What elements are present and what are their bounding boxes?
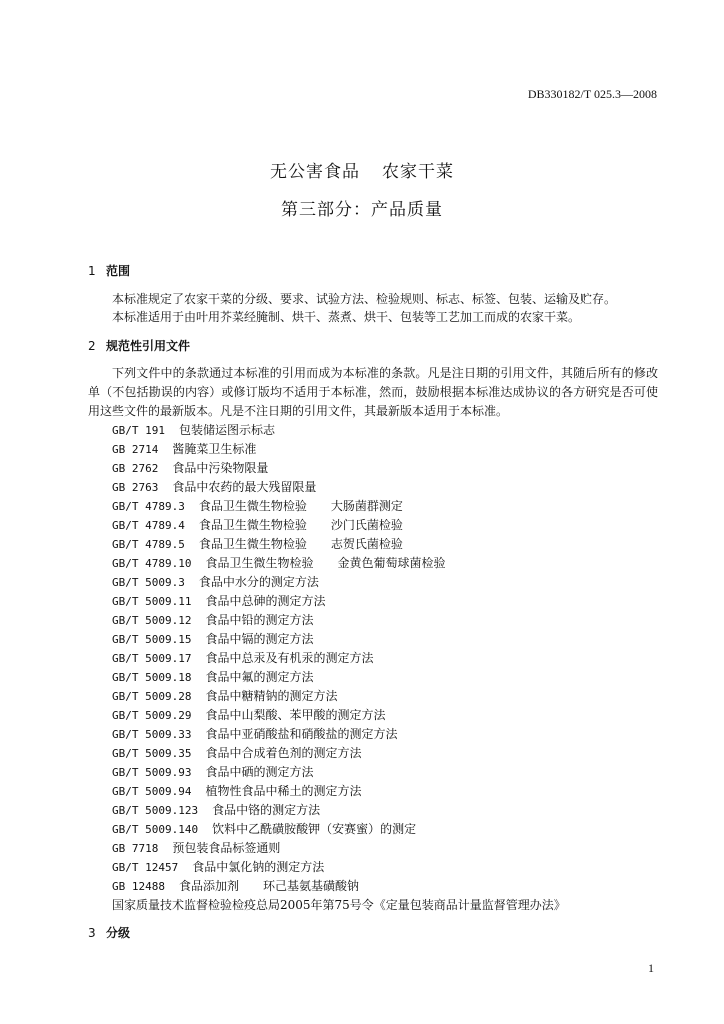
reference-title: 食品中氟的测定方法 bbox=[205, 670, 314, 684]
reference-item bbox=[112, 611, 446, 630]
reference-title: 饮料中乙酰磺胺酸钾（安赛蜜）的测定 bbox=[212, 822, 417, 836]
reference-item bbox=[112, 497, 446, 516]
reference-item bbox=[112, 440, 446, 459]
reference-item bbox=[112, 858, 446, 877]
reference-item bbox=[112, 687, 446, 706]
reference-code: GB/T 5009.3 bbox=[112, 576, 185, 589]
section-3-heading bbox=[88, 924, 130, 941]
document-title bbox=[0, 157, 724, 182]
reference-code: GB 2762 bbox=[112, 462, 159, 475]
section-1-heading bbox=[88, 262, 130, 279]
reference-title: 食品中水分的测定方法 bbox=[198, 575, 319, 589]
references-intro: 下列文件中的条款通过本标准的引用而成为本标准的条款。凡是注日期的引用文件，其随后所有的修改单（不包括勘误的内容）或修订版均不适用于本标准，然而，鼓励根据本标准达成协议的各方研究是否可使用这些文件的最新版本。凡是不注日期的引用文件，其最新版本适用于本标准。 bbox=[88, 366, 658, 418]
reference-item bbox=[112, 668, 446, 687]
section-number: 1 bbox=[88, 264, 96, 278]
reference-title: 食品中氯化钠的测定方法 bbox=[192, 860, 325, 874]
reference-subtitle: 环己基氨基磺酸钠 bbox=[263, 879, 360, 893]
title-main-left: 无公害食品 bbox=[270, 162, 360, 182]
reference-decree: 国家质量技术监督检验检疫总局2005年第75号令《定量包装商品计量监督管理办法》 bbox=[112, 898, 566, 912]
reference-title: 食品中硒的测定方法 bbox=[205, 765, 314, 779]
reference-title: 食品中铬的测定方法 bbox=[212, 803, 321, 817]
reference-title: 食品中总汞及有机汞的测定方法 bbox=[205, 651, 374, 665]
reference-item bbox=[112, 706, 446, 725]
page-number: 1 bbox=[648, 961, 654, 975]
reference-item bbox=[112, 763, 446, 782]
reference-subtitle: 沙门氏菌检验 bbox=[330, 518, 403, 532]
section-2-heading bbox=[88, 337, 190, 354]
reference-code: GB/T 4789.10 bbox=[112, 557, 192, 570]
reference-code: GB/T 12457 bbox=[112, 861, 179, 874]
reference-title: 包装储运图示标志 bbox=[178, 423, 275, 437]
reference-code: GB/T 5009.123 bbox=[112, 804, 199, 817]
reference-item bbox=[112, 630, 446, 649]
reference-title: 植物性食品中稀土的测定方法 bbox=[205, 784, 362, 798]
reference-code: GB 12488 bbox=[112, 880, 165, 893]
section-number: 2 bbox=[88, 339, 96, 353]
reference-code: GB/T 5009.12 bbox=[112, 614, 192, 627]
reference-item bbox=[112, 839, 446, 858]
reference-title: 预包装食品标签通则 bbox=[172, 841, 281, 855]
reference-title: 食品中总砷的测定方法 bbox=[205, 594, 326, 608]
reference-item bbox=[112, 592, 446, 611]
reference-title: 食品中农药的最大残留限量 bbox=[172, 480, 317, 494]
reference-code: GB/T 191 bbox=[112, 424, 165, 437]
reference-title: 食品中糖精钠的测定方法 bbox=[205, 689, 338, 703]
reference-title: 食品卫生微生物检验 bbox=[198, 518, 307, 532]
reference-code: GB 2714 bbox=[112, 443, 159, 456]
reference-code: GB/T 5009.93 bbox=[112, 766, 192, 779]
scope-line-2: 本标准适用于由叶用芥菜经腌制、烘干、蒸煮、烘干、包装等工艺加工而成的农家干菜。 bbox=[112, 310, 581, 324]
reference-item bbox=[112, 877, 446, 896]
reference-code: GB/T 5009.94 bbox=[112, 785, 192, 798]
reference-item bbox=[112, 725, 446, 744]
reference-subtitle: 金黄色葡萄球菌检验 bbox=[337, 556, 446, 570]
section-title: 分级 bbox=[106, 926, 131, 940]
reference-list bbox=[112, 421, 446, 896]
reference-title: 食品添加剂 bbox=[178, 879, 239, 893]
reference-subtitle: 志贺氏菌检验 bbox=[330, 537, 403, 551]
reference-title: 食品卫生微生物检验 bbox=[198, 499, 307, 513]
reference-code: GB/T 5009.140 bbox=[112, 823, 199, 836]
section-title: 范围 bbox=[106, 264, 131, 278]
reference-title: 食品卫生微生物检验 bbox=[198, 537, 307, 551]
reference-code: GB/T 5009.11 bbox=[112, 595, 192, 608]
reference-title: 食品中山梨酸、苯甲酸的测定方法 bbox=[205, 708, 386, 722]
reference-item bbox=[112, 801, 446, 820]
title-main-right: 农家干菜 bbox=[382, 162, 454, 182]
reference-title: 食品中污染物限量 bbox=[172, 461, 269, 475]
reference-title: 食品中亚硝酸盐和硝酸盐的测定方法 bbox=[205, 727, 398, 741]
reference-code: GB/T 5009.18 bbox=[112, 671, 192, 684]
reference-code: GB 2763 bbox=[112, 481, 159, 494]
reference-code: GB/T 5009.29 bbox=[112, 709, 192, 722]
document-code: DB330182/T 025.3—2008 bbox=[527, 87, 657, 101]
reference-title: 酱腌菜卫生标准 bbox=[172, 442, 257, 456]
document-subtitle: 第三部分：产品质量 bbox=[281, 200, 443, 220]
reference-title: 食品卫生微生物检验 bbox=[205, 556, 314, 570]
reference-subtitle: 大肠菌群测定 bbox=[330, 499, 403, 513]
reference-title: 食品中铅的测定方法 bbox=[205, 613, 314, 627]
reference-item bbox=[112, 535, 446, 554]
reference-title: 食品中合成着色剂的测定方法 bbox=[205, 746, 362, 760]
reference-code: GB/T 4789.4 bbox=[112, 519, 185, 532]
reference-code: GB/T 5009.15 bbox=[112, 633, 192, 646]
reference-code: GB/T 5009.28 bbox=[112, 690, 192, 703]
scope-line-1: 本标准规定了农家干菜的分级、要求、试验方法、检验规则、标志、标签、包装、运输及贮存。 bbox=[112, 292, 617, 306]
reference-code: GB 7718 bbox=[112, 842, 159, 855]
reference-item bbox=[112, 744, 446, 763]
reference-code: GB/T 5009.33 bbox=[112, 728, 192, 741]
reference-code: GB/T 5009.17 bbox=[112, 652, 192, 665]
section-number: 3 bbox=[88, 926, 96, 940]
reference-code: GB/T 4789.3 bbox=[112, 500, 185, 513]
reference-item bbox=[112, 573, 446, 592]
section-title: 规范性引用文件 bbox=[106, 339, 191, 353]
reference-code: GB/T 4789.5 bbox=[112, 538, 185, 551]
reference-item bbox=[112, 782, 446, 801]
reference-title: 食品中镉的测定方法 bbox=[205, 632, 314, 646]
reference-item bbox=[112, 421, 446, 440]
reference-item bbox=[112, 516, 446, 535]
reference-item bbox=[112, 649, 446, 668]
reference-code: GB/T 5009.35 bbox=[112, 747, 192, 760]
reference-item bbox=[112, 554, 446, 573]
reference-item bbox=[112, 820, 446, 839]
reference-item bbox=[112, 478, 446, 497]
reference-item bbox=[112, 459, 446, 478]
